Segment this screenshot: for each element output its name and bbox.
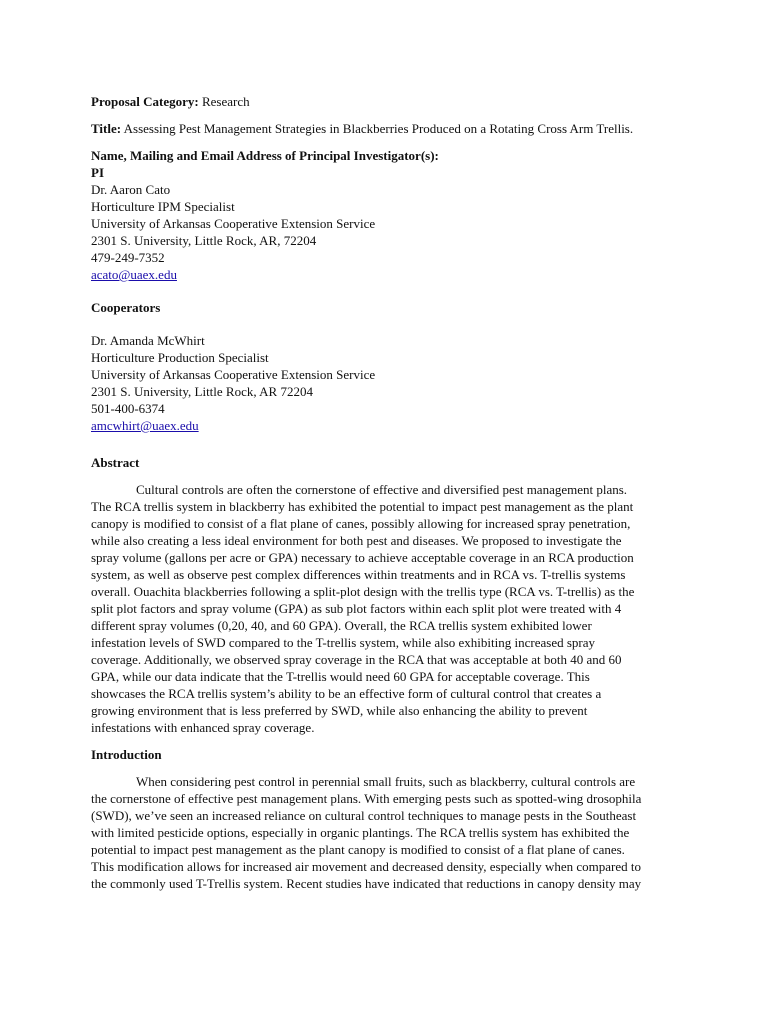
introduction-line: When considering pest control in perennial small fruits, such as blackberry, cultural controls are (136, 774, 636, 789)
pi-name: Dr. Aaron Cato (91, 182, 171, 197)
pi-contact-block (91, 181, 683, 283)
pi-position: Horticulture IPM Specialist (91, 199, 235, 214)
proposal-category-value: Research (201, 94, 250, 109)
cooperators-heading: Cooperators (91, 300, 161, 315)
abstract-line: Cultural controls are often the cornerstone of effective and diversified pest management plans. (136, 482, 628, 497)
abstract-line: GPA, while our data indicate that the T-trellis would need 60 GPA for acceptable coverage. This (91, 669, 590, 684)
pi-email-link[interactable]: acato@uaex.edu (91, 267, 177, 282)
cooperator-organization: University of Arkansas Cooperative Extension Service (91, 367, 376, 382)
introduction-line: the cornerstone of effective pest management plans. With emerging pests such as spotted-wing drosophila (91, 791, 642, 806)
abstract-line: while also creating a less ideal environment for both pest and diseases. We proposed to investigate the (91, 533, 622, 548)
abstract-line: infestations with enhanced spray coverage. (91, 720, 315, 735)
pi-label: PI (91, 165, 104, 180)
abstract-line: different spray volumes (0,20, 40, and 60 GPA). Overall, the RCA trellis system exhibited lower (91, 618, 592, 633)
proposal-category-label: Proposal Category: (91, 94, 199, 109)
introduction-line: This modification allows for increased air movement and decreased density, especially when compared to (91, 859, 642, 874)
abstract-line: showcases the RCA trellis system’s ability to be an effective form of cultural control that creates a (91, 686, 602, 701)
abstract-heading: Abstract (91, 455, 140, 470)
abstract-line: overall. Ouachita blackberries following a split-plot design with the trellis type (RCA vs. T-trellis) as the (91, 584, 635, 599)
document-page (91, 93, 683, 892)
proposal-title-value: Assessing Pest Management Strategies in Blackberries Produced on a Rotating Cross Arm Trellis. (123, 121, 634, 136)
cooperator-position: Horticulture Production Specialist (91, 350, 269, 365)
abstract-line: split plot factors and spray volume (GPA) as sub plot factors within each split plot were treated with 4 (91, 601, 622, 616)
proposal-category (91, 93, 683, 110)
pi-phone: 479-249-7352 (91, 250, 165, 265)
abstract-line: spray volume (gallons per acre or GPA) necessary to achieve acceptable coverage in an RCA production (91, 550, 634, 565)
abstract-line: coverage. Additionally, we observed spray coverage in the RCA that was acceptable at both 40 and 60 (91, 652, 622, 667)
introduction-line: the commonly used T-Trellis system. Recent studies have indicated that reductions in canopy density may (91, 876, 642, 891)
cooperator-phone: 501-400-6374 (91, 401, 165, 416)
introduction-paragraph (91, 773, 683, 892)
cooperator-name: Dr. Amanda McWhirt (91, 333, 205, 348)
cooperator-address: 2301 S. University, Little Rock, AR 72204 (91, 384, 313, 399)
abstract-line: system, as well as observe pest complex differences within treatments and in RCA vs. T-trellis systems (91, 567, 626, 582)
introduction-line: (SWD), we’ve seen an increased reliance on cultural control techniques to manage pests in the Southeast (91, 808, 637, 823)
cooperator-contact-block (91, 332, 683, 434)
abstract-paragraph (91, 481, 683, 736)
investigators-heading: Name, Mailing and Email Address of Principal Investigator(s): (91, 148, 439, 163)
introduction-line: with limited pesticide options, especially in organic plantings. The RCA trellis system has exhibited the (91, 825, 630, 840)
proposal-title (91, 120, 683, 137)
cooperator-email-link[interactable]: amcwhirt@uaex.edu (91, 418, 199, 433)
proposal-title-label: Title: (91, 121, 122, 136)
pi-organization: University of Arkansas Cooperative Extension Service (91, 216, 376, 231)
introduction-line: potential to impact pest management as the plant canopy is modified to consist of a flat plane of canes. (91, 842, 625, 857)
abstract-line: canopy is modified to consist of a flat plane of canes, possibly allowing for increased spray penetration, (91, 516, 631, 531)
abstract-line: infestation levels of SWD compared to the T-trellis system, while also exhibiting increased spray (91, 635, 595, 650)
abstract-line: growing environment that is less preferred by SWD, while also enhancing the ability to prevent (91, 703, 588, 718)
pi-address: 2301 S. University, Little Rock, AR, 72204 (91, 233, 317, 248)
introduction-heading: Introduction (91, 747, 162, 762)
abstract-line: The RCA trellis system in blackberry has exhibited the potential to impact pest management as the plant (91, 499, 634, 514)
